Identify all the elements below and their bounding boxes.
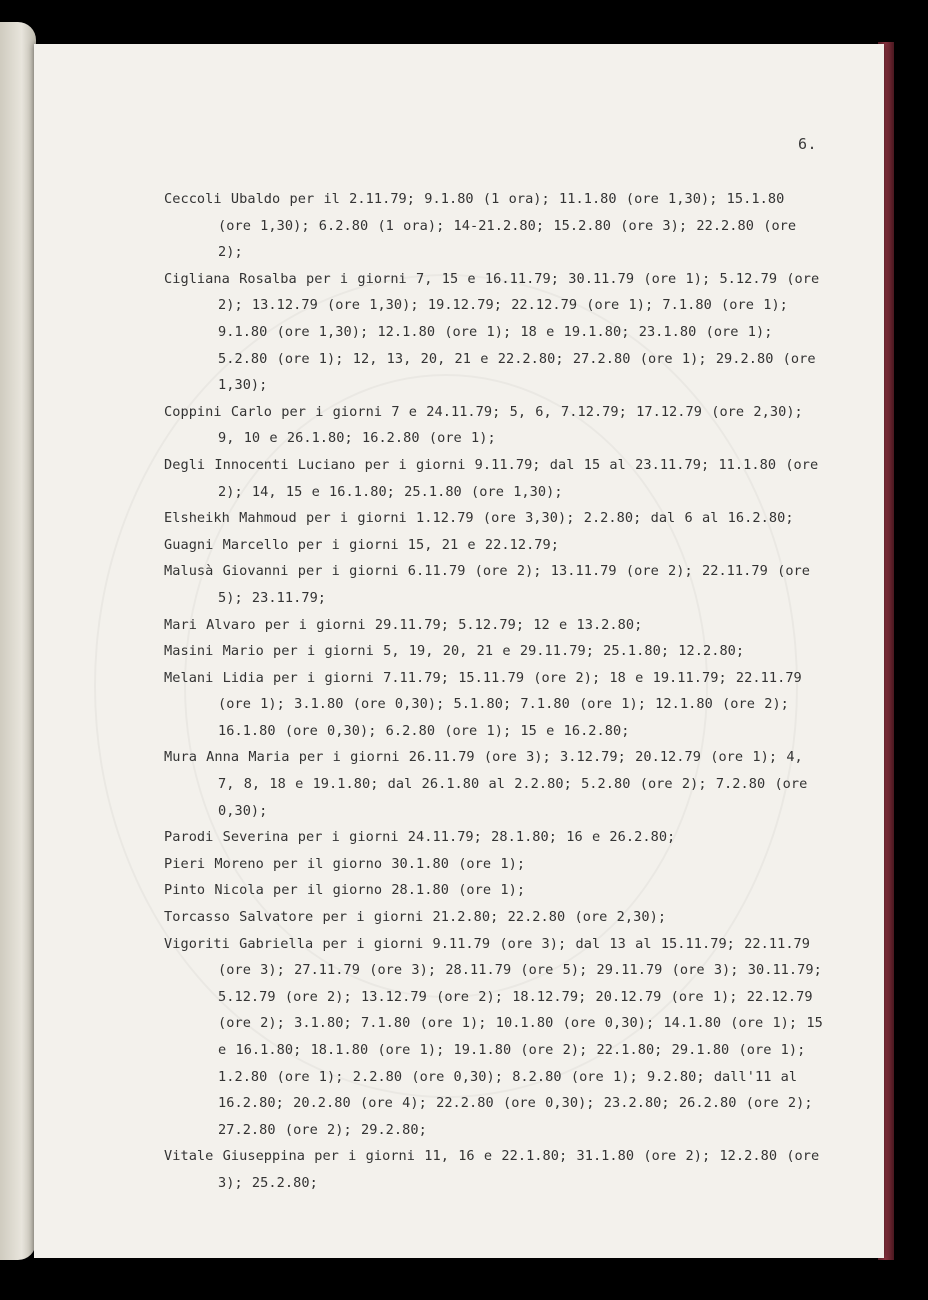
entry-coppini: Coppini Carlo per i giorni 7 e 24.11.79; 5, 6, 7.12.79; 17.12.79 (ore 2,30); 9, 10 e 26.1.80; 16.2.80 (ore 1); [164, 403, 803, 447]
entry-torcasso: Torcasso Salvatore per i giorni 21.2.80; 22.2.80 (ore 2,30); [164, 909, 667, 926]
entry-pieri: Pieri Moreno per il giorno 30.1.80 (ore 1); [164, 855, 526, 872]
entry-mari: Mari Alvaro per i giorni 29.11.79; 5.12.79; 12 e 13.2.80; [164, 616, 643, 633]
entry-pinto: Pinto Nicola per il giorno 28.1.80 (ore 1); [164, 882, 526, 899]
entry-guagni: Guagni Marcello per i giorni 15, 21 e 22.12.79; [164, 536, 560, 553]
entry-degli-innocenti: Degli Innocenti Luciano per i giorni 9.11.79; dal 15 al 23.11.79; 11.1.80 (ore 2); 14, 15 e 16.1.80; 25.1.80 (ore 1,30); [164, 456, 819, 500]
entry-melani: Melani Lidia per i giorni 7.11.79; 15.11.79 (ore 2); 18 e 19.11.79; 22.11.79 (ore 1); 3.1.80 (ore 0,30); 5.1.80; 7.1.80 (ore 1); 12.1.80 (ore 2); 16.1.80 (ore 0,30); 6.2.80 (ore 1); 15 e 16.2.80; [164, 669, 802, 739]
entry-list [164, 186, 824, 1197]
page-number: 6. [798, 135, 818, 153]
entry-vigoriti: Vigoriti Gabriella per i giorni 9.11.79 (ore 3); dal 13 al 15.11.79; 22.11.79 (ore 3); 27.11.79 (ore 3); 28.11.79 (ore 5); 29.11.79 (ore 3); 30.11.79; 5.12.79 (ore 2); 13.12.79 (ore 2); 18.12.79; 20.12.79 (ore 1); 22.12.79 (ore 2); 3.1.80; 7.1.80 (ore 1); 10.1.80 (ore 0,30); 14.1.80 (ore 1); 15 e 16.1.80; 18.1.80 (ore 1); 19.1.80 (ore 2); 22.1.80; 29.1.80 (ore 1); 1.2.80 (ore 1); 2.2.80 (ore 0,30); 8.2.80 (ore 1); 9.2.80; dall'11 al 16.2.80; 20.2.80 (ore 4); 22.2.80 (ore 0,30); 23.2.80; 26.2.80 (ore 2); 27.2.80 (ore 2); 29.2.80; [164, 935, 823, 1138]
entry-mura: Mura Anna Maria per i giorni 26.11.79 (ore 3); 3.12.79; 20.12.79 (ore 1); 4, 7, 8, 18 e 19.1.80; dal 26.1.80 al 2.2.80; 5.2.80 (ore 2); 7.2.80 (ore 0,30); [164, 749, 808, 819]
left-page-edge [0, 22, 36, 1260]
entry-masini: Masini Mario per i giorni 5, 19, 20, 21 e 29.11.79; 25.1.80; 12.2.80; [164, 643, 745, 660]
entry-malusa: Malusà Giovanni per i giorni 6.11.79 (ore 2); 13.11.79 (ore 2); 22.11.79 (ore 5); 23.11.79; [164, 563, 811, 606]
document-page [34, 44, 884, 1258]
entry-parodi: Parodi Severina per i giorni 24.11.79; 28.1.80; 16 e 26.2.80; [164, 829, 676, 846]
entry-vitale: Vitale Giuseppina per i giorni 11, 16 e 22.1.80; 31.1.80 (ore 2); 12.2.80 (ore 3); 25.2.80; [164, 1148, 820, 1191]
entry-cigliana: Cigliana Rosalba per i giorni 7, 15 e 16.11.79; 30.11.79 (ore 1); 5.12.79 (ore 2); 13.12.79 (ore 1,30); 19.12.79; 22.12.79 (ore 1); 7.1.80 (ore 1); 9.1.80 (ore 1,30); 12.1.80 (ore 1); 18 e 19.1.80; 23.1.80 (ore 1); 5.2.80 (ore 1); 12, 13, 20, 21 e 22.2.80; 27.2.80 (ore 1); 29.2.80 (ore 1,30); [164, 270, 820, 394]
entry-elsheikh: Elsheikh Mahmoud per i giorni 1.12.79 (ore 3,30); 2.2.80; dal 6 al 16.2.80; [164, 510, 794, 527]
entry-ceccoli: Ceccoli Ubaldo per il 2.11.79; 9.1.80 (1 ora); 11.1.80 (ore 1,30); 15.1.80 (ore 1,30); 6.2.80 (1 ora); 14-21.2.80; 15.2.80 (ore 3); 22.2.80 (ore 2); [164, 191, 797, 261]
